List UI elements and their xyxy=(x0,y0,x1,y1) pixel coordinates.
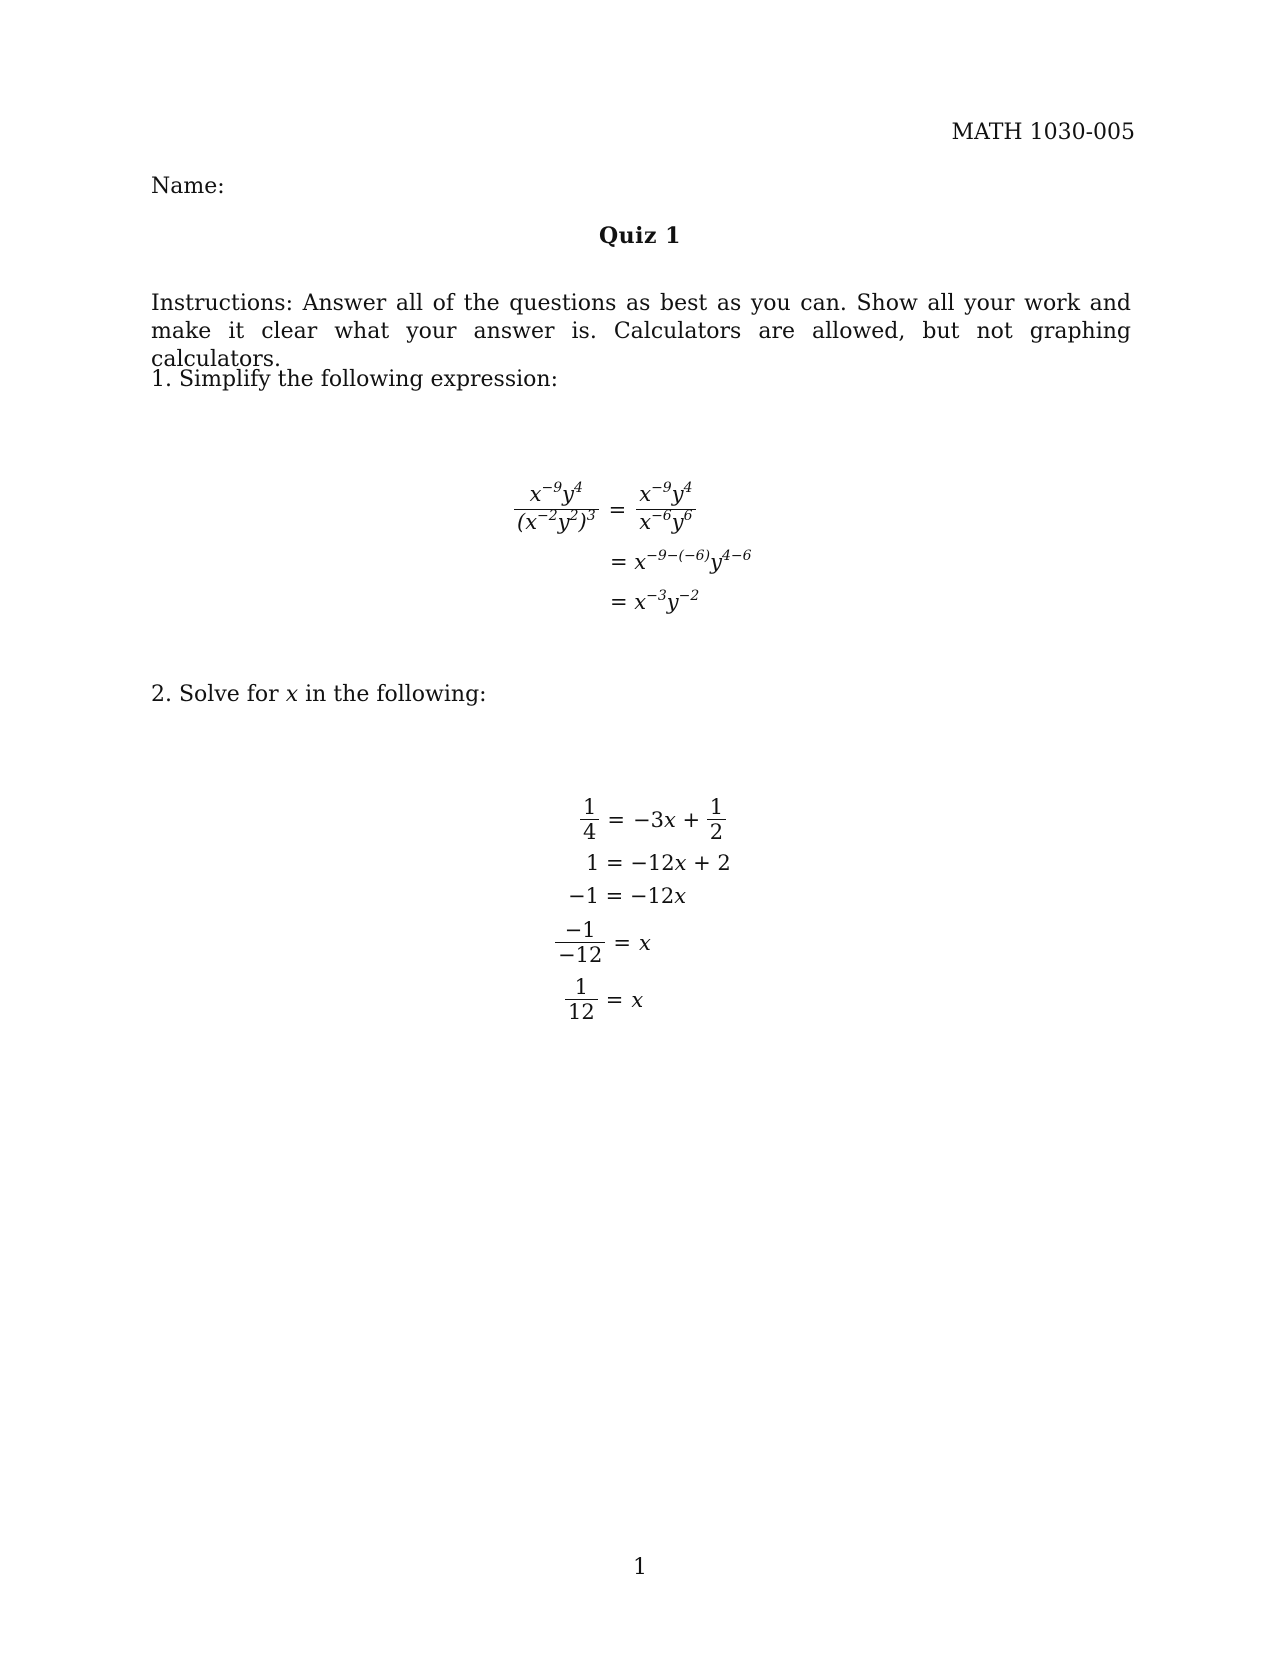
q1-step-1: $\frac{x^{-9}y^4}{(x^{-2}y^2)^3}$ = $\frac{x^{-9}y^4}{x^{-6}y^6}$ xyxy=(514,482,696,537)
instructions-paragraph: Instructions: Answer all of the questions as best as you can. Show all your work and make it clear what your answer is. Calculators are allowed, but not graphing calculators. xyxy=(151,291,1131,372)
q1-lhs-fraction: $\frac{x^{-9}y^4}{(x^{-2}y^2)^3}$ xyxy=(514,482,599,537)
question-2-prompt xyxy=(151,682,487,707)
q1-step-3: = $x^{-3}y^{-2}$ xyxy=(610,588,700,614)
name-label: Name: xyxy=(151,174,225,199)
q2-prompt-suffix: in the following: xyxy=(305,682,487,707)
page-number: 1 xyxy=(633,1555,647,1580)
q2-step-1: $\frac{1}{4}$ = −3x + $\frac{1}{2}$ xyxy=(580,795,726,844)
q2-step-3: −1 = −12x xyxy=(568,884,687,908)
q2-step-4: $\frac{-1}{-12}$ = x xyxy=(555,918,651,967)
q2-step-5: $\frac{1}{12}$ = x xyxy=(565,975,643,1024)
q1-step-2: = $x^{-9-(-6)}y^{4-6}$ xyxy=(610,548,752,574)
q2-step-2: 1 = −12x + 2 xyxy=(586,851,731,875)
q2-prompt-prefix: 2. Solve for xyxy=(151,682,279,707)
course-code: MATH 1030-005 xyxy=(951,120,1135,145)
q2-prompt-variable: x xyxy=(285,682,299,707)
q1-step1-fraction: $\frac{x^{-9}y^4}{x^{-6}y^6}$ xyxy=(636,482,695,537)
page-title: Quiz 1 xyxy=(599,223,681,249)
question-1-prompt: 1. Simplify the following expression: xyxy=(151,367,558,392)
